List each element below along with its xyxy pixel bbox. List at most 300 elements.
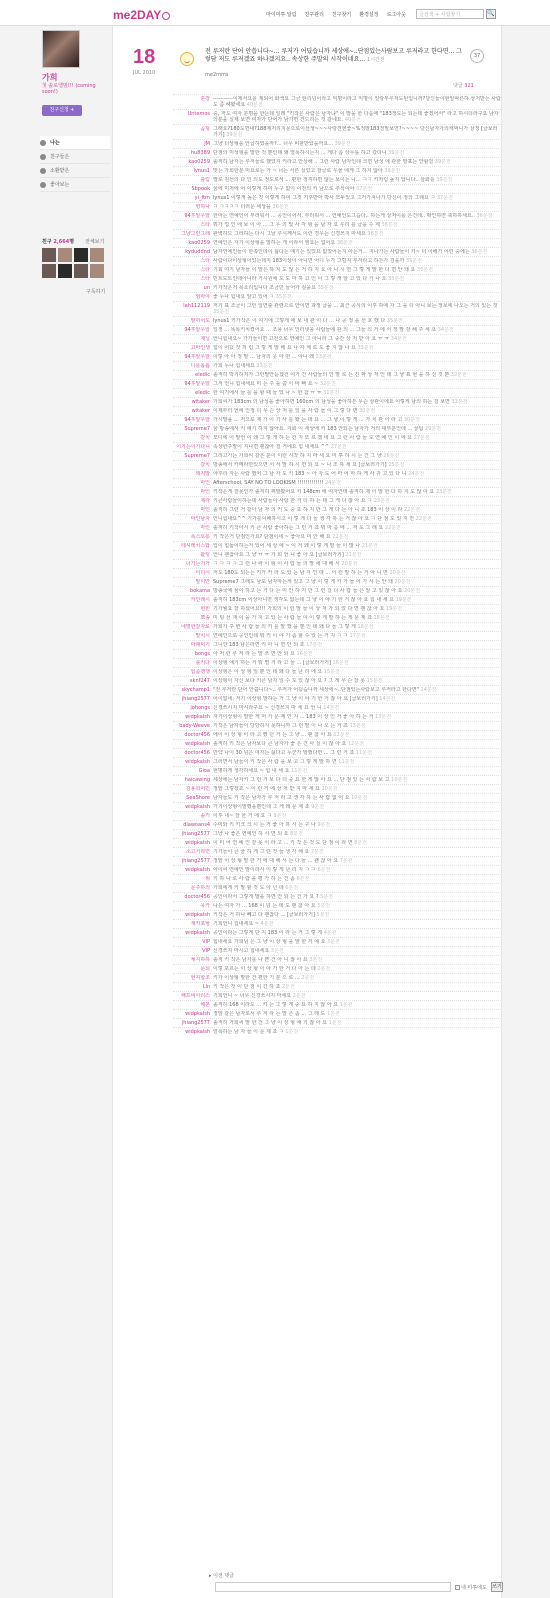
comment-text [213, 177, 501, 183]
comment-text [213, 516, 501, 522]
comment-time: 34분전 [390, 336, 407, 342]
comment-row [173, 406, 501, 415]
comment-time: 13분전 [349, 723, 366, 729]
comment-author[interactable]: 영하나 [195, 204, 210, 210]
comment-row [173, 139, 501, 148]
comment-time: 8분전 [354, 840, 368, 846]
comment-author[interactable]: 폭스토롱 [190, 534, 210, 540]
comment-row [173, 577, 501, 586]
friend-avatar[interactable] [74, 264, 88, 278]
comment-author[interactable]: 이더시 [195, 570, 210, 576]
comment-text [213, 1020, 501, 1026]
comment-row [173, 865, 501, 874]
comment-author[interactable]: bady-Weeve [179, 723, 210, 729]
comment-time: 20분전 [394, 579, 411, 585]
comment-author[interactable]: 솔키다 [195, 660, 210, 666]
comment-row [173, 955, 501, 964]
comment-row [173, 856, 501, 865]
comment-author[interactable]: 스타 [200, 258, 210, 264]
comment-row [173, 487, 501, 496]
comment-time: 24분전 [408, 471, 425, 477]
comment-author[interactable]: 갈치 [200, 435, 210, 441]
comment-author[interactable]: 디를롭롭 [190, 363, 210, 369]
comment-author[interactable]: 마인남자 [190, 516, 210, 522]
comment-row [173, 283, 501, 292]
comment-author[interactable]: Supreme7 [184, 426, 210, 432]
comment-row [173, 292, 501, 301]
comment-text [213, 444, 501, 450]
friend-avatar[interactable] [90, 248, 104, 262]
comment-author[interactable]: hu8389 [190, 150, 210, 156]
comment-author[interactable]: widpkalsh [185, 930, 210, 936]
comment-time: 12분전 [333, 732, 350, 738]
comment-text [213, 426, 501, 432]
comment-author[interactable]: 스타 [200, 267, 210, 273]
comment-body: 꿈에 미처에 어 이렇게 하여 누구 없이 이전의 키 남으로 추석이야 [213, 186, 355, 192]
comment-text [213, 1002, 501, 1008]
comment-author[interactable]: dlawoans4 [183, 822, 210, 828]
comment-time: 26분전 [383, 453, 400, 459]
comment-author[interactable]: kyduddnd [185, 249, 210, 255]
comment-text [213, 126, 501, 138]
comment-author[interactable]: Supreme7 [184, 453, 210, 459]
comment-body: 기희언니 힘내세요 ~ [213, 921, 260, 927]
nav-settings[interactable]: 환경설정 [359, 12, 379, 18]
comment-row [173, 211, 501, 220]
comment-row [173, 811, 501, 820]
comment-author[interactable]: 힘좀쟁쟁 [190, 669, 210, 675]
more-comments-link[interactable]: ▸ 이전 댓글 [209, 1573, 235, 1579]
comment-time: 5분전 [320, 894, 333, 900]
comment-time: 18분전 [373, 615, 390, 621]
comment-time: 35분전 [416, 267, 433, 273]
search-button[interactable]: 🔍 [487, 10, 495, 17]
nav-notifications[interactable]: 마이미투 알림 [266, 12, 297, 18]
comment-text [213, 948, 501, 954]
comment-row [173, 247, 501, 256]
sidebar-item-friends[interactable]: 친구들은 [40, 150, 110, 164]
comment-author[interactable]: 활팅 [200, 552, 210, 558]
follow-button[interactable]: 친구신청 + [42, 105, 82, 116]
comment-time: 11분전 [291, 768, 308, 774]
comment-time: 21분전 [345, 552, 362, 558]
comment-time: 1분전 [285, 1029, 299, 1035]
comment-body: 그래요?180도면대?188제처리지문으로이선생~~~사랑젼엔좋~%정말183정말보면?~~~~ 당신남자가의캐먹니가 삼정 [글보러가기] [213, 126, 498, 138]
comment-author[interactable]: lynus1 [193, 168, 210, 174]
comment-row [173, 721, 501, 730]
comment-author[interactable]: 카인레시 [190, 597, 210, 603]
comment-row [173, 541, 501, 550]
comment-author[interactable]: 재키포항 [190, 921, 210, 927]
comment-body: 남자들도 키 작은 남자가 루 저 라 고 생 각 하 는 사 람 없 어 요 [213, 795, 350, 801]
friends-count: 2,664 [53, 239, 70, 245]
comment-row [173, 730, 501, 739]
heart-icon [40, 182, 46, 188]
comment-body: 솔직히 그런 거 같아 남 자 의 키 도 중 요 하 지 만 그 게 다 는 아 니 죠 183 이 상 이 라 [213, 507, 403, 513]
comment-time: 33분전 [357, 345, 374, 351]
comment-time: 14분전 [420, 687, 437, 693]
sidebar-item-summoned[interactable]: 소환받은 [40, 164, 110, 178]
comment-author[interactable]: 해본 [200, 1002, 210, 1008]
comment-time: 36분전 [381, 222, 398, 228]
comment-author[interactable]: widpkalsh [185, 714, 210, 720]
comment-author[interactable]: 마인 [200, 525, 210, 531]
comment-author[interactable]: widpkalsh [185, 912, 210, 918]
comment-author[interactable]: haicawing [184, 777, 210, 783]
comment-row [173, 316, 501, 325]
comment-author[interactable]: 위 [205, 876, 210, 882]
comment-author[interactable]: bongs [194, 651, 210, 657]
comment-row [173, 265, 501, 274]
comment-body: 자기이상형이 말한 게 머 가 문 제 인 지 ... 183 이 상 인 거 좋 아 하 는 거 [213, 714, 374, 720]
comment-row [173, 820, 501, 829]
nav-friend-manage[interactable]: 친구관리 [304, 12, 324, 18]
comment-row [173, 973, 501, 982]
comment-text [213, 876, 501, 882]
comment-body: 가기이상형이말했을뿐인데 그 게 왜 문 제 죠 [213, 804, 310, 810]
metoo-count[interactable]: 37 [470, 49, 484, 63]
logo[interactable]: me2DAY [113, 8, 170, 22]
comment-author[interactable]: VIP [202, 939, 210, 945]
comment-author[interactable]: 마인 [200, 507, 210, 513]
comment-time: 39분전 [388, 150, 405, 156]
comment-body: 기가월요 잘 하셨어요!!! 가희의 이 런 말 들 이 상 처 가 되 었 다 면 괜 찮 아 요 [213, 606, 385, 612]
comment-author[interactable]: widpkalsh [185, 804, 210, 810]
comment-time: 6분전 [317, 867, 331, 873]
post-time: 1시간전 [367, 57, 385, 63]
comment-author[interactable]: 94후알우알 [184, 354, 210, 360]
comment-author[interactable]: 네멀한잘자로 [181, 624, 210, 630]
comment-time: 3분전 [270, 948, 284, 954]
comment-row [173, 694, 501, 703]
comment-text [213, 867, 501, 873]
comment-body: 힘이 어딨 것 처 럼 그 렇 게 말 해 요 나 자 체 로 도 좋 지 않 나 요 [213, 345, 356, 351]
comment-author[interactable]: 훈장 [200, 96, 210, 102]
comment-row [173, 424, 501, 433]
comment-time: 9분전 [317, 822, 331, 828]
comment-text [213, 795, 501, 801]
post-author[interactable]: me2mms [205, 72, 229, 78]
comment-author[interactable]: 제닝 [200, 336, 210, 342]
top-nav [266, 11, 406, 18]
comment-row [173, 175, 501, 184]
comment-body: 아이씨 연예인 말이라서 이 렇 게 난 리 지 ㅋ ㅋ [213, 867, 316, 873]
comment-author[interactable]: jhiang2577 [181, 1020, 210, 1026]
comment-author[interactable]: 문주하의 [190, 885, 210, 891]
comment-row [173, 496, 501, 505]
logo-icon [162, 12, 170, 20]
comment-row [173, 982, 501, 991]
comment-author[interactable]: 블림 [200, 177, 210, 183]
submit-comment-button[interactable]: 쓰기 [492, 1584, 502, 1590]
comment-label: 댓글 [453, 83, 463, 89]
comment-author[interactable]: 94후알우알 [184, 381, 210, 387]
profile-name[interactable]: 가희 [42, 73, 58, 82]
comment-row [173, 892, 501, 901]
comment-author[interactable]: SeaShore [186, 795, 210, 801]
comment-author[interactable]: johongs [190, 705, 210, 711]
comment-author[interactable]: witaker [191, 408, 210, 414]
comment-text [213, 303, 501, 315]
comment-body: 가희에게 키 말 할 것 도 아 닌 데 [213, 885, 284, 891]
comment-body: 솔직히 183cm 이상아니면 생각도 없는데 그 냥 이 야 기 한 거 잖 아 요 힘 내 세 요 [213, 597, 395, 603]
comment-author[interactable]: jhiang2577 [181, 858, 210, 864]
comment-time: 5분전 [316, 912, 330, 918]
comment-row [173, 595, 501, 604]
comment-body: 입이 힘듦어하는거 있어 세 상 에 ~ 이 거 왜 이 렇 게 말 들 이 많 나 [213, 543, 361, 549]
comment-row [173, 229, 501, 238]
friends-all-link[interactable]: 전체보기 [85, 239, 105, 245]
comment-time: 23분전 [435, 489, 452, 495]
comment-text [213, 822, 501, 828]
comment-text [213, 813, 501, 819]
comment-author[interactable]: 그냥그런그래 [181, 231, 210, 237]
comment-author[interactable]: widpkalsh [185, 1029, 210, 1035]
comment-author[interactable]: 말치시 [195, 633, 210, 639]
comment-row [173, 325, 501, 334]
comment-body: 중, 저도 여자 분명을 한는데 일레 "키작은 사람은 남자냐" 이 말을 한 다음에 "183정도는 되는데 좋겠어서" 라고 하시더라구요 남자의분을 실제 보면 여자가 단어가 남기면 건드리는 것 같네요. [213, 111, 499, 123]
comment-author[interactable]: bokama [189, 588, 210, 594]
comment-row [173, 964, 501, 973]
comment-author[interactable]: 뽀송 [200, 615, 210, 621]
friend-avatar[interactable] [90, 264, 104, 278]
comment-author[interactable]: doctor456 [184, 894, 210, 900]
profile-avatar[interactable] [42, 30, 80, 68]
friend-avatar[interactable] [58, 248, 72, 262]
comment-author[interactable]: kao0259 [188, 159, 210, 165]
comment-row [173, 775, 501, 784]
smiley-icon [180, 52, 194, 66]
comment-time: 37분전 [356, 186, 373, 192]
comment-author[interactable]: un [203, 285, 210, 291]
comment-body: 이상형은 이 상 형 일 뿐 인 데 왜 다 들 난 리 에 요 [213, 669, 323, 675]
comment-author[interactable]: 마래미기 [190, 642, 210, 648]
comment-author[interactable]: 94후알우알 [184, 327, 210, 333]
comment-author[interactable]: widpkalsh [185, 741, 210, 747]
comment-body: 연예인은 자기 이상형을 말하는 게 이라서 필요는 없어요 [213, 240, 336, 246]
comment-row [173, 1018, 501, 1027]
comment-author[interactable]: widpkalsh [185, 840, 210, 846]
comment-body: 정말 같은 남자로서 루 저 라 는 말 은 좀 ... 그 래 도 [213, 1011, 326, 1017]
comment-text [213, 354, 501, 360]
comment-text [213, 840, 501, 846]
comment-text [213, 939, 501, 945]
sidebar-item-liked[interactable]: 좋아보는 [40, 178, 110, 192]
comment-body: 키작은 남자들이 당당하지 못하니까 그 런 말 이 나 오 는 거 죠 [213, 723, 348, 729]
comment-author[interactable]: yi_ftm [194, 195, 210, 201]
nav-friend-search[interactable]: 친구찾기 [331, 12, 352, 18]
comment-time: 18분전 [357, 624, 374, 630]
comment-author[interactable]: Gioa [198, 768, 210, 774]
comment-body: 좋 누나 힘내요 알고 있어 ㅋ [213, 294, 275, 300]
comment-time: 39분전 [434, 159, 451, 165]
comment-text [213, 453, 501, 459]
comment-time: 32분전 [450, 372, 467, 378]
comment-time: 39분전 [226, 132, 243, 138]
top-bar [0, 0, 550, 26]
comment-author[interactable]: Lin [202, 984, 210, 990]
comment-author[interactable]: kao0259 [188, 240, 210, 246]
comment-time: 20분전 [404, 588, 421, 594]
comment-author[interactable]: lah112119 [183, 303, 210, 309]
comment-author[interactable]: 솔키 [200, 813, 210, 819]
comment-text [213, 489, 501, 495]
search-input[interactable]: 글검색 + 사람찾기 [416, 9, 484, 19]
comment-row [173, 469, 501, 478]
comment-row [173, 202, 501, 211]
comment-author[interactable]: 갈치 [200, 462, 210, 468]
comment-author[interactable]: 소고기라면 [185, 849, 210, 855]
comment-time: 22분전 [332, 534, 349, 540]
comment-time: 12분전 [347, 741, 364, 747]
comment-author[interactable]: Sbpook [191, 186, 210, 192]
comment-row [173, 460, 501, 469]
comment-author[interactable]: 해프비아리스 [181, 993, 210, 999]
comment-row [173, 703, 501, 712]
comment-author[interactable]: widpkalsh [185, 1011, 210, 1017]
comment-time: 30분전 [403, 417, 420, 423]
comment-author[interactable]: 94후알우알 [184, 417, 210, 423]
comment-time: 35분전 [388, 276, 405, 282]
friend-avatar[interactable] [74, 248, 88, 262]
comment-author[interactable]: sknf247 [190, 678, 210, 684]
comment-time: 35분전 [275, 294, 292, 300]
comment-author[interactable]: 체지하하 [190, 957, 210, 963]
comment-body: 저기 표 조금이 그런 일연출 관련으로 안이면 과정 글을 ... 최근 공식의 이후 하에 자 그 을 더 아니 보는 정보에 나오는 거의 있는 것 [213, 303, 498, 309]
comment-text [213, 231, 501, 237]
comment-author[interactable]: widpkalsh [185, 759, 210, 765]
comment-row [173, 157, 501, 166]
comment-text [213, 777, 501, 783]
comment-time: 4분전 [260, 921, 274, 927]
comment-input[interactable] [215, 1582, 451, 1592]
comment-row [173, 766, 501, 775]
comment-author[interactable]: 제라 [200, 498, 210, 504]
comment-row [173, 256, 501, 265]
comment-time: 17분전 [306, 642, 323, 648]
comment-author[interactable]: 마인 [200, 489, 210, 495]
comment-author[interactable]: jhiang2577 [181, 696, 210, 702]
comment-author[interactable]: 현빈 [200, 606, 210, 612]
comment-body: 솔직히 박기하처가 그런말안듣겠건 여기 간 사람들의 인 말 로 는 진 짜 상 처 인 데 그 냥 표 현 을 하 신 것 뿐 [213, 372, 450, 378]
comment-author[interactable]: 김용희어민 [185, 786, 210, 792]
comment-body: 키가작은거 목소리입니다 조금만 들어가 싶을요 [213, 285, 316, 291]
comment-author[interactable]: witaker [191, 399, 210, 405]
comment-author[interactable]: 문뇌 [200, 966, 210, 972]
friend-avatar[interactable] [42, 264, 56, 278]
comment-author[interactable]: skychamp1 [181, 687, 210, 693]
comment-body: 정말 그렇겠죠 ~ 이 런 거 에 상 처 받 지 마 세 요 [213, 786, 320, 792]
comment-body: -----------이제서요를 제되어 화색요 그금 탄리넘이라고 익명이라고 익명이 일랑부루처도된입니까?당신들이현알따른하 상처받는 사람도 좀 헤봤세요 [213, 96, 501, 108]
comment-author[interactable]: 스타 [200, 276, 210, 282]
comment-text [213, 849, 501, 855]
comment-text [213, 417, 501, 423]
comment-author[interactable]: 곰팅 [200, 126, 210, 132]
comment-author[interactable]: eledic [195, 372, 210, 378]
comment-author[interactable]: 너가는거가 [185, 561, 210, 567]
comment-body: 미 팅 선 재 이 을 가 지 고 있 는 사 람 들 이 이 렇 게 말 하 는 게 문 제 죠 [213, 615, 372, 621]
friend-avatar[interactable] [58, 264, 72, 278]
comment-author[interactable]: 고마인생 [190, 345, 210, 351]
comment-row [173, 301, 501, 316]
checkbox-icon[interactable] [455, 1585, 460, 1590]
comment-author[interactable]: 유카 [200, 903, 210, 909]
comment-time: 1분전 [328, 1020, 342, 1026]
comment-author[interactable]: 스타 [200, 222, 210, 228]
comment-author[interactable]: 마인 [200, 480, 210, 486]
comment-row [173, 829, 501, 838]
comment-text [213, 687, 501, 693]
comment-text [213, 168, 501, 174]
comment-text [213, 267, 501, 273]
comment-row [173, 631, 501, 640]
comment-body: 공인이라서 그렇게 말을 하면 안 되 는 건 가 요 ? [213, 894, 319, 900]
comment-row [173, 757, 501, 766]
comment-author[interactable]: 테셔레치스탑 [181, 543, 210, 549]
comment-author[interactable]: 현지합조 [190, 975, 210, 981]
comment-author[interactable]: jhiang2577 [181, 831, 210, 837]
comment-body: "전 루저란 단어 안씁니다~.. 루저가 어딨습니까 세상에~..단점있는사람보고 루저라고 한다면" [213, 687, 419, 693]
sidebar-item-me[interactable]: 나는 [40, 136, 110, 150]
comment-row [173, 514, 501, 523]
comment-time: 2분전 [282, 984, 295, 990]
comment-time: 14분전 [323, 705, 340, 711]
comment-author[interactable]: 돼지발 [195, 471, 210, 477]
comment-author[interactable]: eledic [195, 390, 210, 396]
comment-text [213, 150, 501, 156]
comment-author[interactable]: VIP [202, 948, 210, 954]
comment-time: 36분전 [367, 231, 384, 237]
comment-text [213, 966, 501, 972]
comment-count-value: 321 [464, 83, 474, 89]
nav-logout[interactable]: 로그아웃 [386, 12, 406, 18]
comment-text [213, 294, 501, 300]
comment-body: 그냥 나 좋은 연예인 하 시 면 되 요 [213, 831, 289, 837]
friend-avatar[interactable] [42, 248, 56, 262]
comment-body: 키 작은 것 이 단 점 이 긴 하 죠 [213, 984, 281, 990]
comment-author[interactable]: doctor456 [184, 750, 210, 756]
comment-text [213, 804, 501, 810]
comment-time: 3분전 [309, 957, 323, 963]
friends-grid [42, 248, 106, 278]
subscribe-link[interactable]: 구독하기 [86, 289, 106, 295]
comment-time: 39분전 [334, 141, 351, 147]
comment-author[interactable]: Untemos [187, 111, 210, 117]
comment-author[interactable]: 말이안 [195, 579, 210, 585]
share-checkbox[interactable]: 내 미투에도 [455, 1584, 487, 1591]
comment-text [213, 186, 501, 192]
comment-author[interactable]: 94후알우알 [184, 213, 210, 219]
comment-author[interactable]: JM [204, 141, 210, 147]
comment-body: 키 작은거 단점인가요? 단점이네 ~ 좋아요 미 안 해 요 [213, 534, 331, 540]
comment-text [213, 723, 501, 729]
profile-description: 첫 솔로앨범!!! (coming soon!) [42, 83, 96, 95]
comment-author[interactable]: 말끼어도 [190, 318, 210, 324]
comment-time: 22분전 [384, 525, 401, 531]
comment-author[interactable]: doctor456 [184, 732, 210, 738]
comment-author[interactable]: 이기는이기다니 [176, 444, 210, 450]
sidebar [0, 26, 110, 1598]
comment-author[interactable]: 엄마야 [195, 294, 210, 300]
comment-body: 솔직 키 작은 남자를 나 쁜 건 아 니 잖 아 요 [213, 957, 308, 963]
comment-time: 33분전 [315, 354, 332, 360]
comment-text [213, 732, 501, 738]
comment-time: 4분전 [323, 930, 337, 936]
comment-body: 열폭하는 남 자 들 이 문 제 죠 ㅋ [213, 1029, 284, 1035]
comment-author[interactable]: widpkalsh [185, 867, 210, 873]
comment-body: 나는 여자 가 ... 168 이 넘 는 데 도 괜 찮 아 요 [213, 903, 316, 909]
comment-body: 민트도트인데아니라 기시원에 도 도 마 하 고 인 이 그 렇 게 알 고 있 다 가 나 오 [213, 276, 387, 282]
